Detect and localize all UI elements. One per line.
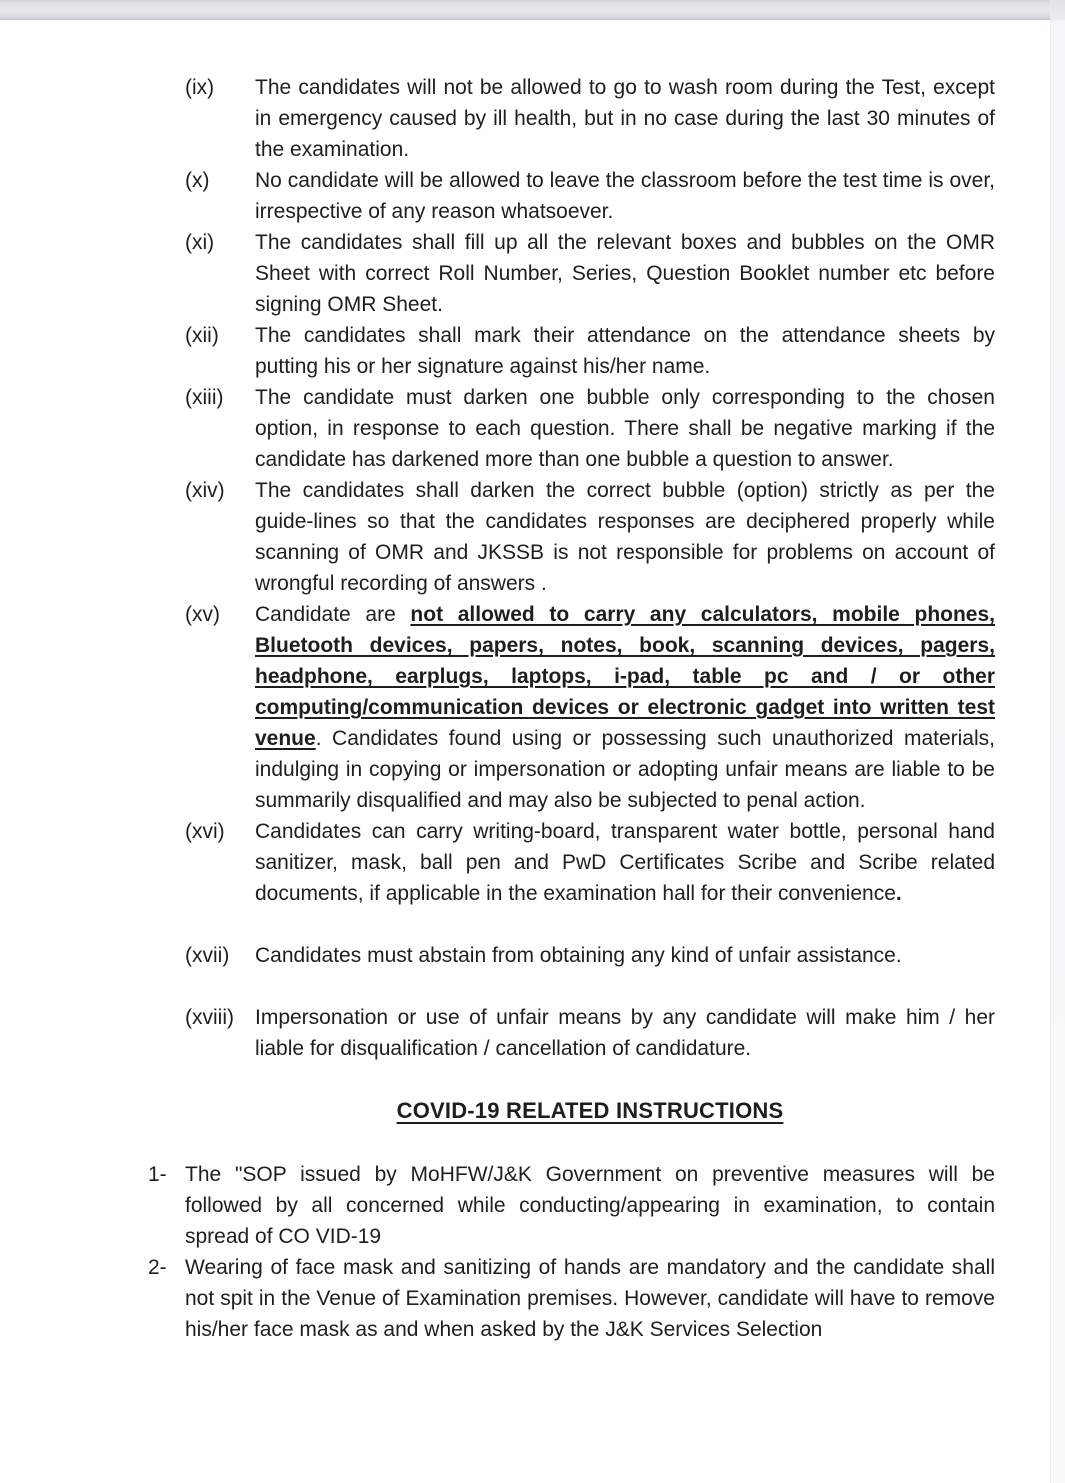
document-page [148, 72, 995, 1345]
list-item [185, 382, 995, 475]
item-marker: 2- [148, 1256, 167, 1279]
item-text [255, 320, 995, 382]
list-item [185, 227, 995, 320]
list-item [185, 816, 995, 909]
item-text [255, 475, 995, 599]
item-text-run: No candidate will be allowed to leave the classroom before the test time is over, irrespective of any reason whatsoever. [255, 169, 995, 223]
item-marker: (xviii) [185, 1006, 234, 1029]
item-text-run: Candidates can carry writing-board, transparent water bottle, personal hand sanitizer, mask, ball pen and PwD Certificates Scribe and Scribe related documents, if applicable in the examination hall for their convenience [255, 820, 995, 905]
item-marker: (xi) [185, 231, 215, 254]
instruction-list-roman [148, 72, 995, 1064]
item-text [255, 940, 995, 971]
item-marker: (xvii) [185, 944, 230, 967]
item-text-run: . [895, 882, 902, 905]
list-item [148, 1159, 995, 1252]
instruction-list-covid [148, 1159, 995, 1345]
item-text-run: The candidates shall mark their attendance on the attendance sheets by putting his or her signature against his/her name. [255, 324, 995, 378]
item-text [255, 227, 995, 320]
item-text [255, 599, 995, 816]
item-text-emphasis: not allowed to carry any calculators, mobile phones, Bluetooth devices, papers, notes, book, scanning devices, pagers, headphone, earplugs, laptops, i-pad, table pc and / or other computing/communication devices or electronic gadget into written test venue [255, 603, 996, 750]
list-item [185, 475, 995, 599]
item-text-run: . Candidates found using or possessing such unauthorized materials, indulging in copying or impersonation or adopting unfair means are liable to be summarily disqualified and may also be subjected to penal action. [255, 727, 995, 812]
item-text-run: The candidates will not be allowed to go to wash room during the Test, except in emergency caused by ill health, but in no case during the last 30 minutes of the examination. [255, 76, 995, 161]
item-marker: (xii) [185, 324, 219, 347]
item-marker: (xvi) [185, 820, 225, 843]
item-marker: (xiii) [185, 386, 224, 409]
item-marker: (ix) [185, 76, 215, 99]
item-text-run: Candidates must abstain from obtaining any kind of unfair assistance. [255, 944, 902, 967]
window-toolbar-edge [0, 0, 1051, 20]
list-item [185, 940, 995, 971]
item-text [255, 72, 995, 165]
list-item [148, 1252, 995, 1345]
item-text [185, 1252, 995, 1345]
list-item [185, 1002, 995, 1064]
list-item [185, 72, 995, 165]
scrollbar-strip[interactable] [1050, 0, 1065, 1483]
item-marker: (xiv) [185, 479, 225, 502]
item-text-run: The candidates shall darken the correct bubble (option) strictly as per the guide-lines so that the candidates responses are deciphered properly while scanning of OMR and JKSSB is not responsible for problems on account of wrongful recording of answers . [255, 479, 995, 595]
item-marker: 1- [148, 1163, 167, 1186]
item-text [255, 382, 995, 475]
item-text-run: The "SOP issued by MoHFW/J&K Government on preventive measures will be followed by all concerned while conducting/appearing in examination, to contain spread of CO VID-19 [185, 1163, 995, 1248]
item-text [255, 165, 995, 227]
item-text [185, 1159, 995, 1252]
item-text-run: The candidate must darken one bubble only corresponding to the chosen option, in response to each question. There shall be negative marking if the candidate has darkened more than one bubble a question to answer. [255, 386, 995, 471]
item-marker: (x) [185, 169, 210, 192]
item-marker: (xv) [185, 603, 220, 626]
item-text-run: Impersonation or use of unfair means by any candidate will make him / her liable for disqualification / cancellation of candidature. [255, 1006, 995, 1060]
section-heading: COVID-19 RELATED INSTRUCTIONS [396, 1098, 784, 1123]
item-text-run: Candidate are [255, 603, 411, 626]
list-item [185, 320, 995, 382]
item-text-run: The candidates shall fill up all the relevant boxes and bubbles on the OMR Sheet with correct Roll Number, Series, Question Booklet number etc before signing OMR Sheet. [255, 231, 995, 316]
list-item [185, 165, 995, 227]
item-text [255, 1002, 995, 1064]
list-item [185, 599, 995, 816]
item-text [255, 816, 995, 909]
item-text-run: Wearing of face mask and sanitizing of hands are mandatory and the candidate shall not spit in the Venue of Examination premises. However, candidate will have to remove his/her face mask as and when asked by the J&K Services Selection [185, 1256, 995, 1341]
